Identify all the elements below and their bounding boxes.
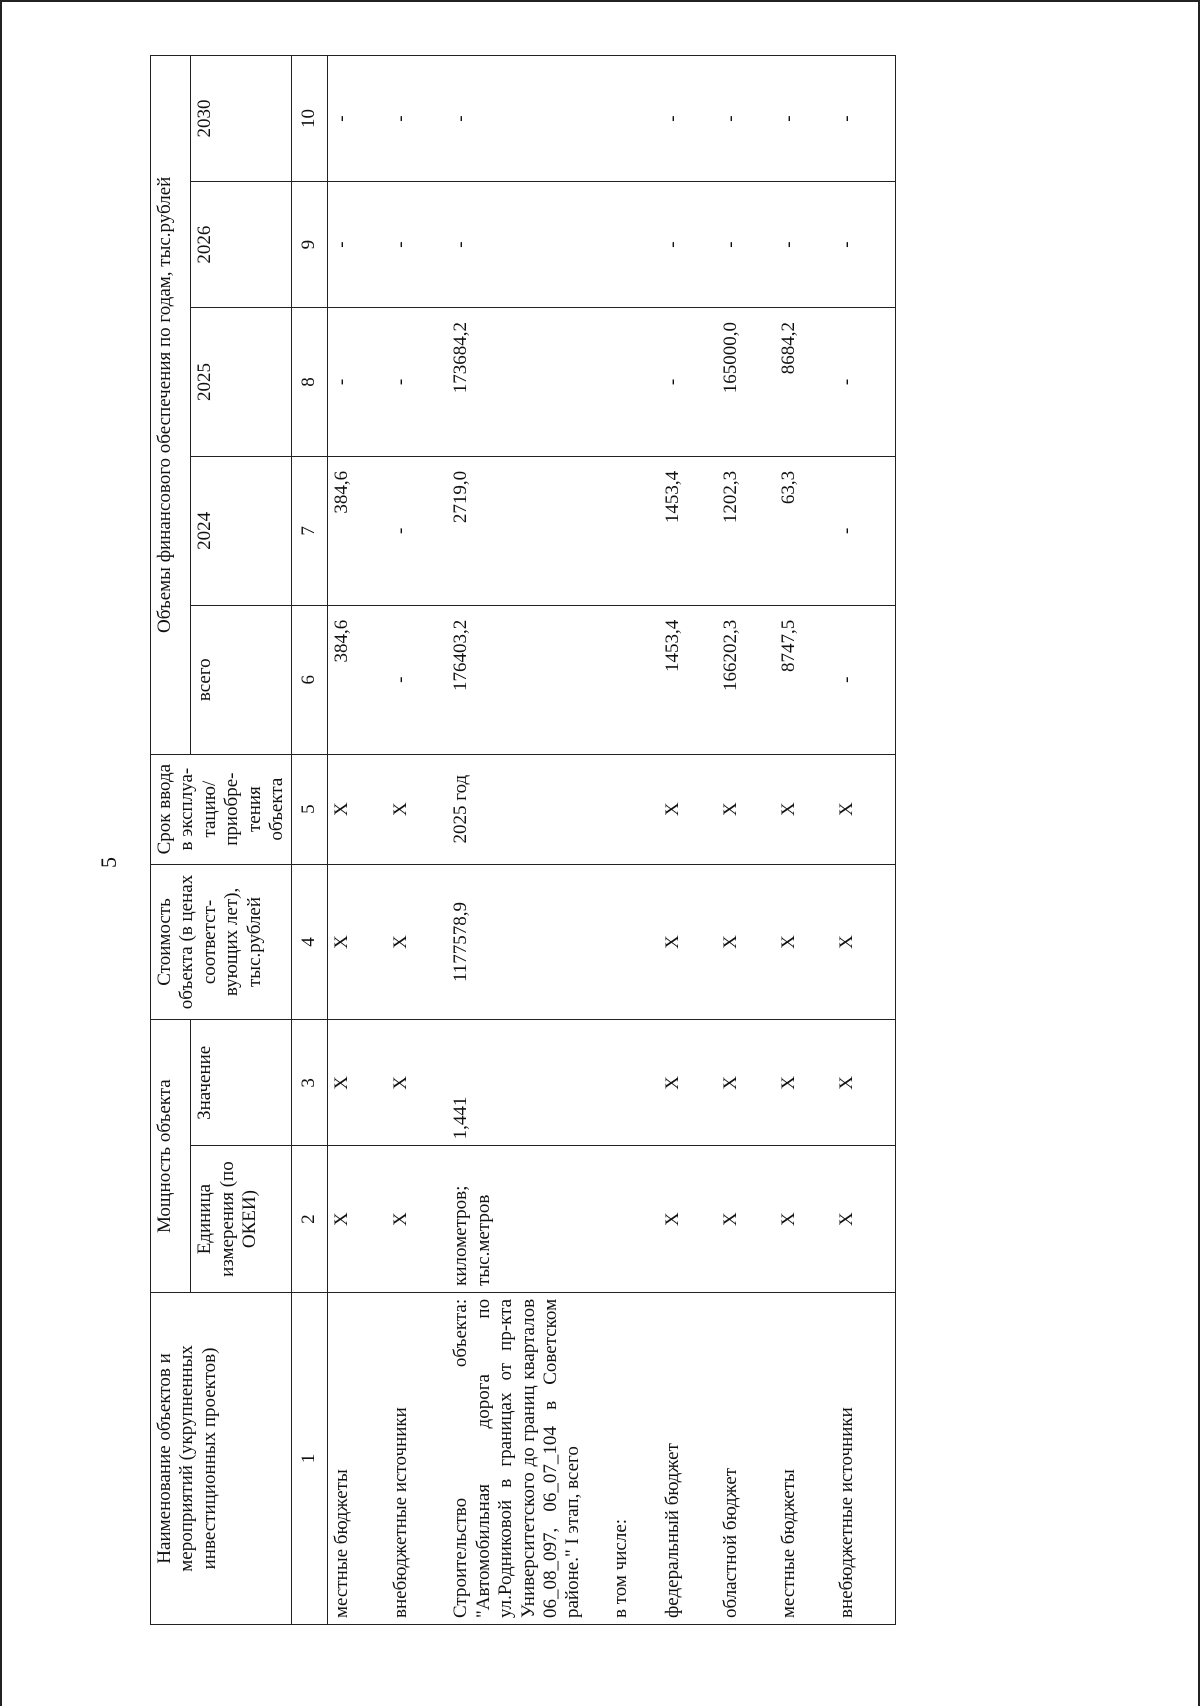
- header-2030: 2030: [191, 56, 292, 182]
- table-row: [607, 56, 659, 1625]
- row-2030: -: [717, 56, 775, 182]
- header-capacity: Мощность объекта: [151, 1020, 191, 1293]
- row-value: X: [387, 1020, 447, 1146]
- row-name: внебюджетные источники: [387, 1292, 447, 1624]
- row-2026: -: [387, 182, 447, 308]
- row-cost: X: [775, 864, 833, 1020]
- row-2026: -: [327, 182, 387, 308]
- row-total: 8747,5: [775, 605, 833, 754]
- row-value: [607, 1020, 659, 1146]
- row-2024: 1202,3: [717, 456, 775, 605]
- row-value: X: [327, 1020, 387, 1146]
- row-2025: -: [659, 308, 717, 457]
- row-2024: 2719,0: [447, 456, 607, 605]
- header-2024: 2024: [191, 456, 292, 605]
- row-2024: 384,6: [327, 456, 387, 605]
- row-2030: -: [327, 56, 387, 182]
- table-row: [833, 56, 895, 1625]
- header-total: всего: [191, 605, 292, 754]
- row-total: -: [387, 605, 447, 754]
- table-row: [659, 56, 717, 1625]
- row-value: X: [717, 1020, 775, 1146]
- row-value: X: [833, 1020, 895, 1146]
- row-unit: [607, 1146, 659, 1293]
- row-2026: -: [659, 182, 717, 308]
- row-total: 384,6: [327, 605, 387, 754]
- row-name: местные бюджеты: [327, 1292, 387, 1624]
- row-2030: -: [833, 56, 895, 182]
- header-term: Срок ввода в эксплуа-тацию/ приобре-тения объекта: [151, 754, 292, 864]
- row-cost: 1177578,9: [447, 864, 607, 1020]
- financing-table: [150, 55, 896, 1625]
- row-total: 1453,4: [659, 605, 717, 754]
- col-number: 7: [292, 456, 327, 605]
- row-value: 1,441: [447, 1020, 607, 1146]
- header-funding: Объемы финансового обеспечения по годам, тыс.рублей: [151, 56, 191, 755]
- row-term: X: [387, 754, 447, 864]
- row-name: Строительство объекта: "Автомобильная дорога по ул.Родниковой в границах от пр-кта Университетского до границ кварталов 06_08_097, 06_07_104 в Советском районе." I этап, всего: [447, 1292, 607, 1624]
- row-term: X: [717, 754, 775, 864]
- header-2026: 2026: [191, 182, 292, 308]
- row-2025: [607, 308, 659, 457]
- row-term: 2025 год: [447, 754, 607, 864]
- header-name: Наименование объектов и мероприятий (укрупненных инвестиционных проектов): [151, 1292, 292, 1624]
- col-number: 2: [292, 1146, 327, 1293]
- col-number: 9: [292, 182, 327, 308]
- row-value: X: [775, 1020, 833, 1146]
- row-term: X: [327, 754, 387, 864]
- col-number: 5: [292, 754, 327, 864]
- page-number: 5: [96, 857, 121, 868]
- row-2030: -: [775, 56, 833, 182]
- row-cost: X: [833, 864, 895, 1020]
- row-unit: километров; тыс.метров: [447, 1146, 607, 1293]
- row-term: X: [833, 754, 895, 864]
- scan-edge-left: [0, 0, 2, 1706]
- row-2024: -: [387, 456, 447, 605]
- row-term: [607, 754, 659, 864]
- row-name: областной бюджет: [717, 1292, 775, 1624]
- row-name: в том числе:: [607, 1292, 659, 1624]
- header-2025: 2025: [191, 308, 292, 457]
- row-total: 176403,2: [447, 605, 607, 754]
- row-name: местные бюджеты: [775, 1292, 833, 1624]
- row-unit: X: [833, 1146, 895, 1293]
- rotated-table-container: [150, 55, 980, 1625]
- row-2025: 8684,2: [775, 308, 833, 457]
- row-unit: X: [717, 1146, 775, 1293]
- col-number: 10: [292, 56, 327, 182]
- row-2030: [607, 56, 659, 182]
- table-row: [387, 56, 447, 1625]
- row-2025: -: [833, 308, 895, 457]
- header-value: Значение: [191, 1020, 292, 1146]
- row-cost: X: [717, 864, 775, 1020]
- row-cost: X: [327, 864, 387, 1020]
- column-number-row: [292, 56, 327, 1625]
- row-2024: 63,3: [775, 456, 833, 605]
- row-2024: -: [833, 456, 895, 605]
- row-2026: [607, 182, 659, 308]
- row-cost: X: [387, 864, 447, 1020]
- row-cost: X: [659, 864, 717, 1020]
- row-2026: -: [775, 182, 833, 308]
- row-value: X: [659, 1020, 717, 1146]
- row-total: -: [833, 605, 895, 754]
- header-unit: Единица измерения (по ОКЕИ): [191, 1146, 292, 1293]
- scan-edge-top: [0, 0, 1200, 2]
- col-number: 8: [292, 308, 327, 457]
- table-row: [447, 56, 607, 1625]
- col-number: 1: [292, 1292, 327, 1624]
- table-row: [327, 56, 387, 1625]
- row-2030: -: [659, 56, 717, 182]
- row-cost: [607, 864, 659, 1020]
- row-2025: 165000,0: [717, 308, 775, 457]
- row-2025: -: [387, 308, 447, 457]
- row-unit: X: [387, 1146, 447, 1293]
- header-cost: Стоимость объекта (в ценах соответст-вующих лет), тыс.рублей: [151, 864, 292, 1020]
- row-2026: -: [447, 182, 607, 308]
- row-2030: -: [447, 56, 607, 182]
- row-name: внебюджетные источники: [833, 1292, 895, 1624]
- row-2025: -: [327, 308, 387, 457]
- row-2026: -: [717, 182, 775, 308]
- row-unit: X: [659, 1146, 717, 1293]
- row-term: X: [659, 754, 717, 864]
- row-unit: X: [775, 1146, 833, 1293]
- row-unit: X: [327, 1146, 387, 1293]
- row-2026: -: [833, 182, 895, 308]
- row-2025: 173684,2: [447, 308, 607, 457]
- col-number: 3: [292, 1020, 327, 1146]
- row-name: федеральный бюджет: [659, 1292, 717, 1624]
- row-2024: 1453,4: [659, 456, 717, 605]
- table-row: [717, 56, 775, 1625]
- col-number: 4: [292, 864, 327, 1020]
- row-total: 166202,3: [717, 605, 775, 754]
- col-number: 6: [292, 605, 327, 754]
- table-row: [775, 56, 833, 1625]
- row-2030: -: [387, 56, 447, 182]
- row-2024: [607, 456, 659, 605]
- row-term: X: [775, 754, 833, 864]
- row-total: [607, 605, 659, 754]
